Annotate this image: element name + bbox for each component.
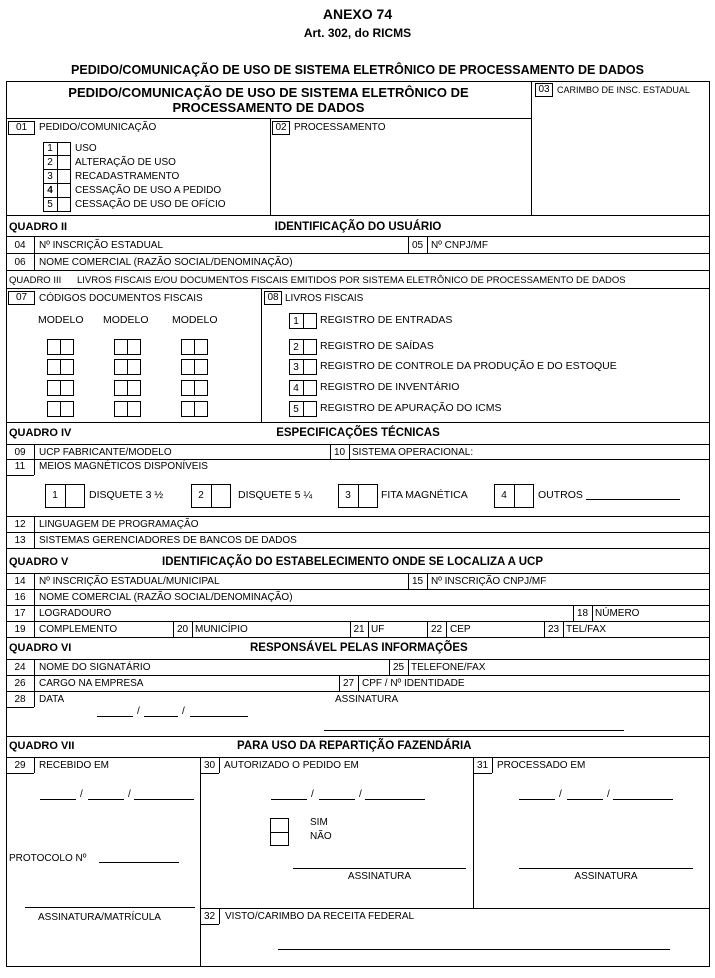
authorizer-signature-line[interactable] xyxy=(293,868,466,869)
cnpj-input[interactable] xyxy=(500,237,708,252)
field-21-label: UF xyxy=(371,624,385,635)
model-code-box[interactable] xyxy=(47,359,74,375)
state-municipal-registration-input[interactable] xyxy=(240,574,404,588)
received-year-line[interactable] xyxy=(134,799,194,800)
field-01-number: 01 xyxy=(15,122,28,133)
state-registration-stamp-area[interactable] xyxy=(533,98,709,214)
media-outros-line[interactable] xyxy=(586,499,680,500)
processed-year-line[interactable] xyxy=(613,799,673,800)
state-input[interactable] xyxy=(388,622,424,636)
operating-system-input[interactable] xyxy=(490,445,708,458)
date-day-line[interactable] xyxy=(97,716,133,717)
company-name-input[interactable] xyxy=(330,254,708,269)
field-15-label: Nº INSCRIÇÃO CNPJ/MF xyxy=(431,576,547,587)
field-30-label: AUTORIZADO O PEDIDO EM xyxy=(224,760,359,771)
field-21-number: 21 xyxy=(353,624,365,635)
field-23-label: TEL/FAX xyxy=(566,624,607,635)
street-input[interactable] xyxy=(130,606,568,620)
authorized-year-line[interactable] xyxy=(365,799,425,800)
date-separator: / xyxy=(128,789,131,800)
date-separator: / xyxy=(359,789,362,800)
signature-label: ASSINATURA xyxy=(335,694,399,705)
model-column-header: MODELO xyxy=(172,314,218,326)
option-uso-label: USO xyxy=(75,143,97,154)
media-fita-label: FITA MAGNÉTICA xyxy=(381,489,468,501)
quadro-iii-title: LIVROS FISCAIS E/OU DOCUMENTOS FISCAIS EMITIDOS POR SISTEMA ELETRÔNICO DE PROCESSAMENTO DE DADOS xyxy=(77,275,626,286)
field-04-label: Nº INSCRIÇÃO ESTADUAL xyxy=(39,240,164,251)
quadro-ii-label: QUADRO II xyxy=(9,221,68,233)
cpu-manufacturer-input[interactable] xyxy=(190,445,326,458)
field-29-label: RECEBIDO EM xyxy=(39,760,110,771)
field-26-number: 26 xyxy=(14,678,26,689)
media-disquete-35-checkbox[interactable] xyxy=(65,484,85,508)
option-recadastramento-label: RECADASTRAMENTO xyxy=(75,171,180,182)
option-number: 4 xyxy=(47,185,53,196)
media-disquete-525-checkbox[interactable] xyxy=(211,484,231,508)
field-17-number: 17 xyxy=(14,608,26,619)
option-cessacao-oficio-label: CESSAÇÃO DE USO DE OFÍCIO xyxy=(75,199,226,210)
field-05-label: Nº CNPJ/MF xyxy=(431,240,488,251)
media-number: 3 xyxy=(345,490,351,501)
field-24-number: 24 xyxy=(14,662,26,673)
model-code-box[interactable] xyxy=(181,380,208,396)
protocol-number-line[interactable] xyxy=(99,862,179,863)
book-saidas-checkbox[interactable] xyxy=(303,339,317,355)
authorized-no-label: NÃO xyxy=(310,831,332,842)
model-code-box[interactable] xyxy=(47,339,74,355)
book-saidas-label: REGISTRO DE SAÍDAS xyxy=(320,340,434,352)
form-title-line1: PEDIDO/COMUNICAÇÃO DE USO DE SISTEMA ELETRÔNICO DE xyxy=(68,85,469,100)
book-producao-checkbox[interactable] xyxy=(303,359,317,375)
model-code-box[interactable] xyxy=(114,401,141,417)
annex-title: ANEXO 74 xyxy=(322,6,393,22)
media-disquete-35-label: DISQUETE 3 ½ xyxy=(89,489,164,501)
book-number: 2 xyxy=(293,342,299,353)
quadro-v-title: IDENTIFICAÇÃO DO ESTABELECIMENTO ONDE SE LOCALIZA A UCP xyxy=(162,556,543,568)
complement-input[interactable] xyxy=(130,622,170,636)
field-27-label: CPF / Nº IDENTIDADE xyxy=(362,678,465,689)
quadro-iv-label: QUADRO IV xyxy=(9,427,72,439)
model-code-box[interactable] xyxy=(114,380,141,396)
protocol-label: PROTOCOLO Nº xyxy=(9,853,87,864)
field-09-number: 09 xyxy=(14,447,26,458)
establishment-name-input[interactable] xyxy=(330,590,708,604)
processor-signature-line[interactable] xyxy=(519,868,693,869)
field-18-number: 18 xyxy=(576,608,589,619)
field-26-label: CARGO NA EMPRESA xyxy=(39,678,144,689)
receiver-signature-label: ASSINATURA/MATRÍCULA xyxy=(38,912,161,923)
receiver-signature-line[interactable] xyxy=(25,907,195,908)
field-27-number: 27 xyxy=(342,678,355,689)
book-entradas-label: REGISTRO DE ENTRADAS xyxy=(320,314,453,326)
field-22-number: 22 xyxy=(430,624,443,635)
option-alteracao-checkbox[interactable] xyxy=(57,156,71,169)
field-14-number: 14 xyxy=(14,576,26,587)
option-cessacao-pedido-label: CESSAÇÃO DE USO A PEDIDO xyxy=(75,185,222,196)
field-01-label: PEDIDO/COMUNICAÇÃO xyxy=(39,122,157,133)
book-number: 3 xyxy=(293,362,299,373)
field-11-label: MEIOS MAGNÉTICOS DISPONÍVEIS xyxy=(39,461,208,472)
signatory-phone-input[interactable] xyxy=(495,660,708,674)
field-02-label: PROCESSAMENTO xyxy=(294,122,386,133)
field-12-label: LINGUAGEM DE PROGRAMAÇÃO xyxy=(39,519,199,530)
book-inventario-label: REGISTRO DE INVENTÁRIO xyxy=(320,381,460,393)
field-11-number: 11 xyxy=(14,461,26,472)
position-input[interactable] xyxy=(160,676,334,690)
model-code-box[interactable] xyxy=(114,339,141,355)
field-19-label: COMPLEMENTO xyxy=(39,624,118,635)
field-14-label: Nº INSCRIÇÃO ESTADUAL/MUNICIPAL xyxy=(39,576,220,587)
field-10-number: 10 xyxy=(333,447,346,458)
field-16-number: 16 xyxy=(14,592,26,603)
quadro-v-label: QUADRO V xyxy=(9,556,69,568)
option-number: 1 xyxy=(47,143,53,154)
field-08-label: LIVROS FISCAIS xyxy=(285,293,364,304)
field-32-number: 32 xyxy=(203,911,216,922)
model-code-box[interactable] xyxy=(181,401,208,417)
field-10-label: SISTEMA OPERACIONAL: xyxy=(352,447,474,458)
article-reference: Art. 302, do RICMS xyxy=(303,26,412,40)
field-13-label: SISTEMAS GERENCIADORES DE BANCOS DE DADOS xyxy=(39,535,297,546)
field-20-label: MUNICÍPIO xyxy=(195,624,248,635)
authorized-month-line[interactable] xyxy=(319,799,355,800)
authorized-yes-label: SIM xyxy=(310,817,328,828)
field-08-number: 08 xyxy=(267,292,279,303)
media-fita-checkbox[interactable] xyxy=(358,484,378,508)
option-number: 5 xyxy=(47,199,53,210)
option-number: 2 xyxy=(47,157,53,168)
date-year-line[interactable] xyxy=(190,716,248,717)
book-producao-label: REGISTRO DE CONTROLE DA PRODUÇÃO E DO ESTOQUE xyxy=(320,360,617,372)
field-28-number: 28 xyxy=(14,694,26,705)
municipality-input[interactable] xyxy=(255,622,347,636)
field-07-number: 07 xyxy=(15,292,28,303)
option-uso-checkbox[interactable] xyxy=(57,142,71,155)
media-outros-checkbox[interactable] xyxy=(514,484,534,508)
date-separator: / xyxy=(559,789,562,800)
field-03-number: 03 xyxy=(538,84,550,95)
field-18-label: NÚMERO xyxy=(595,608,640,619)
field-16-label: NOME COMERCIAL (RAZÃO SOCIAL/DENOMINAÇÃO) xyxy=(39,592,293,603)
field-31-number: 31 xyxy=(476,760,489,771)
model-code-box[interactable] xyxy=(47,380,74,396)
media-outros-label: OUTROS xyxy=(538,489,583,501)
model-code-box[interactable] xyxy=(47,401,74,417)
field-09-label: UCP FABRICANTE/MODELO xyxy=(39,447,172,458)
book-entradas-checkbox[interactable] xyxy=(303,313,317,329)
processed-day-line[interactable] xyxy=(519,799,555,800)
field-25-number: 25 xyxy=(392,662,405,673)
quadro-vi-label: QUADRO VI xyxy=(9,642,72,654)
field-32-label: VISTO/CARIMBO DA RECEITA FEDERAL xyxy=(225,911,415,922)
date-separator: / xyxy=(311,789,314,800)
field-03-label: CARIMBO DE INSC. ESTADUAL xyxy=(557,85,690,95)
signatory-name-input[interactable] xyxy=(170,660,386,674)
quadro-iv-title: ESPECIFICAÇÕES TÉCNICAS xyxy=(276,427,440,439)
model-code-box[interactable] xyxy=(181,359,208,375)
field-28-label: DATA xyxy=(39,694,65,705)
quadro-vii-title: PARA USO DA REPARTIÇÃO FAZENDÁRIA xyxy=(237,740,472,752)
model-code-box[interactable] xyxy=(114,359,141,375)
quadro-ii-title: IDENTIFICAÇÃO DO USUÁRIO xyxy=(274,221,442,233)
field-07-label: CÓDIGOS DOCUMENTOS FISCAIS xyxy=(39,293,203,304)
phone-fax-input[interactable] xyxy=(612,622,708,636)
quadro-vii-label: QUADRO VII xyxy=(9,740,75,752)
document-title: PEDIDO/COMUNICAÇÃO DE USO DE SISTEMA ELETRÔNICO DE PROCESSAMENTO DE DADOS xyxy=(71,63,644,77)
processor-signature-label: ASSINATURA xyxy=(574,871,638,882)
field-19-number: 19 xyxy=(14,624,26,635)
field-22-label: CEP xyxy=(450,624,471,635)
field-06-number: 06 xyxy=(14,257,26,268)
field-31-label: PROCESSADO EM xyxy=(497,760,586,771)
field-04-number: 04 xyxy=(14,240,26,251)
date-separator: / xyxy=(182,706,185,717)
authorized-no-checkbox[interactable] xyxy=(270,832,289,846)
authorized-yes-checkbox[interactable] xyxy=(270,818,289,832)
street-number-input[interactable] xyxy=(646,606,708,620)
option-number: 3 xyxy=(47,171,53,182)
field-05-number: 05 xyxy=(411,240,424,251)
option-cessacao-pedido-checkbox[interactable] xyxy=(57,184,71,197)
cnpj-registration-input[interactable] xyxy=(560,574,708,588)
field-06-label: NOME COMERCIAL (RAZÃO SOCIAL/DENOMINAÇÃO) xyxy=(39,257,293,268)
option-alteracao-label: ALTERAÇÃO DE USO xyxy=(75,157,176,168)
programming-language-input[interactable] xyxy=(230,517,708,531)
date-month-line[interactable] xyxy=(144,716,178,717)
state-registration-input[interactable] xyxy=(190,237,404,252)
book-number: 5 xyxy=(293,404,299,415)
book-apuracao-label: REGISTRO DE APURAÇÃO DO ICMS xyxy=(320,402,502,414)
media-number: 4 xyxy=(501,490,507,501)
option-recadastramento-checkbox[interactable] xyxy=(57,170,71,183)
quadro-iii-label: QUADRO III xyxy=(9,275,62,286)
model-code-box[interactable] xyxy=(181,339,208,355)
model-column-header: MODELO xyxy=(38,314,84,326)
received-day-line[interactable] xyxy=(40,799,76,800)
field-17-label: LOGRADOURO xyxy=(39,608,112,619)
received-month-line[interactable] xyxy=(88,799,124,800)
field-12-number: 12 xyxy=(14,519,26,530)
media-number: 1 xyxy=(52,490,58,501)
field-15-number: 15 xyxy=(411,576,424,587)
book-apuracao-checkbox[interactable] xyxy=(303,401,317,417)
form-title-line2: PROCESSAMENTO DE DADOS xyxy=(172,100,365,115)
database-systems-input[interactable] xyxy=(330,533,708,547)
date-separator: / xyxy=(607,789,610,800)
field-13-number: 13 xyxy=(14,535,26,546)
field-25-label: TELEFONE/FAX xyxy=(411,662,486,673)
field-30-number: 30 xyxy=(203,760,216,771)
book-inventario-checkbox[interactable] xyxy=(303,380,317,396)
media-number: 2 xyxy=(198,490,204,501)
date-separator: / xyxy=(80,789,83,800)
postal-code-input[interactable] xyxy=(478,622,541,636)
federal-revenue-stamp-line[interactable] xyxy=(278,949,670,950)
book-number: 1 xyxy=(293,316,299,327)
field-02-number: 02 xyxy=(275,122,287,133)
field-20-number: 20 xyxy=(176,624,189,635)
option-cessacao-oficio-checkbox[interactable] xyxy=(57,198,71,211)
field-23-number: 23 xyxy=(547,624,560,635)
authorized-day-line[interactable] xyxy=(271,799,307,800)
field-24-label: NOME DO SIGNATÁRIO xyxy=(39,662,151,673)
authorizer-signature-label: ASSINATURA xyxy=(347,871,412,882)
date-separator: / xyxy=(137,706,140,717)
processing-input[interactable] xyxy=(272,137,529,213)
cpf-id-input[interactable] xyxy=(480,676,708,690)
media-disquete-525-label: DISQUETE 5 ¼ xyxy=(238,489,313,501)
book-number: 4 xyxy=(293,383,299,394)
processed-month-line[interactable] xyxy=(567,799,603,800)
quadro-vi-title: RESPONSÁVEL PELAS INFORMAÇÕES xyxy=(250,642,468,654)
field-29-number: 29 xyxy=(14,760,26,771)
signature-line[interactable] xyxy=(324,730,624,731)
model-column-header: MODELO xyxy=(103,314,149,326)
